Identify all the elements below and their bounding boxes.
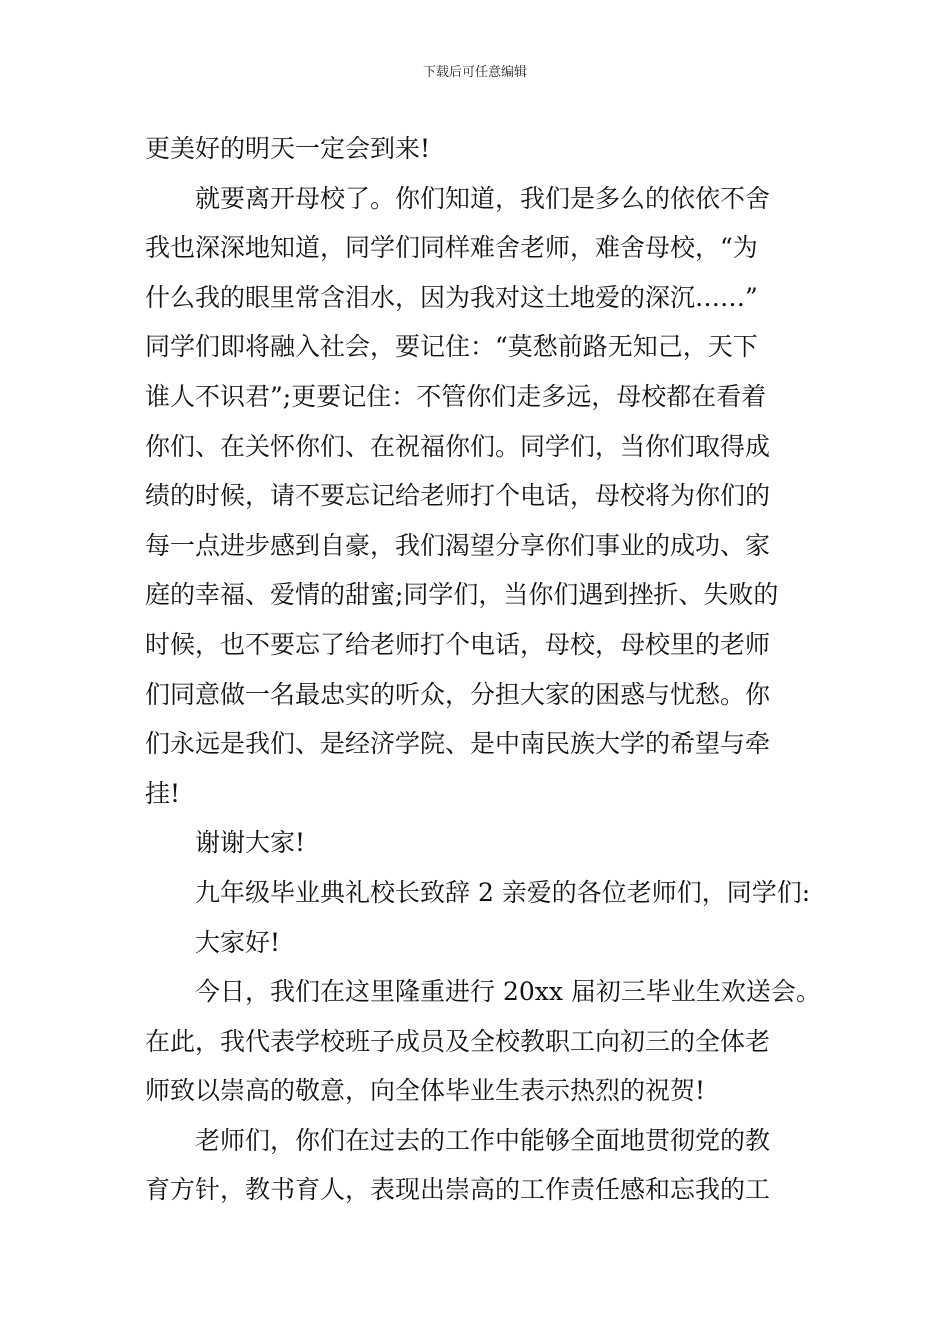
text-line: 们同意做一名最忠实的听众，分担大家的困惑与忧愁。你 — [145, 679, 771, 709]
text-line: 们永远是我们、是经济学院、是中南民族大学的希望与牵 — [145, 729, 771, 759]
text-line: 绩的时候，请不要忘记给老师打个电话，母校将为你们的 — [145, 481, 771, 511]
text-line: 师致以崇高的敬意，向全体毕业生表示热烈的祝贺! — [145, 1076, 706, 1106]
text-line: 你们、在关怀你们、在祝福你们。同学们，当你们取得成 — [145, 431, 771, 461]
text-line: 我也深深地知道，同学们同样难舍老师，难舍母校，“为 — [145, 233, 758, 263]
text-line: 在此，我代表学校班子成员及全校教职工向初三的全体老 — [145, 1026, 771, 1056]
text-line: 什么我的眼里常含泪水，因为我对这土地爱的深沉……” — [145, 282, 758, 312]
text-line: 挂! — [145, 778, 181, 808]
text-line: 每一点进步感到自豪，我们渴望分享你们事业的成功、家 — [145, 530, 771, 560]
text-line: 更美好的明天一定会到来! — [145, 134, 431, 163]
document-body — [145, 124, 845, 1215]
text-line: 谁人不识君”;更要记住：不管你们走多远，母校都在看着 — [145, 381, 767, 411]
page-header: 下载后可任意编辑 — [422, 65, 527, 80]
text-line: 今日，我们在这里隆重进行 20xx 届初三毕业生欢送会。 — [195, 977, 821, 1007]
text-line: 谢谢大家! — [195, 828, 306, 858]
text-line: 时候，也不要忘了给老师打个电话，母校，母校里的老师 — [145, 629, 771, 659]
text-line: 就要离开母校了。你们知道，我们是多么的依依不舍 — [195, 183, 771, 213]
text-line: 大家好! — [195, 927, 281, 957]
text-line: 育方针，教书育人，表现出崇高的工作责任感和忘我的工 — [145, 1175, 771, 1205]
text-line: 同学们即将融入社会，要记住：“莫愁前路无知己，天下 — [145, 332, 758, 362]
text-line: 九年级毕业典礼校长致辞 2 亲爱的各位老师们，同学们: — [195, 877, 811, 907]
text-line: 老师们，你们在过去的工作中能够全面地贯彻党的教 — [195, 1125, 771, 1155]
text-line: 庭的幸福、爱情的甜蜜;同学们，当你们遇到挫折、失败的 — [145, 580, 779, 610]
